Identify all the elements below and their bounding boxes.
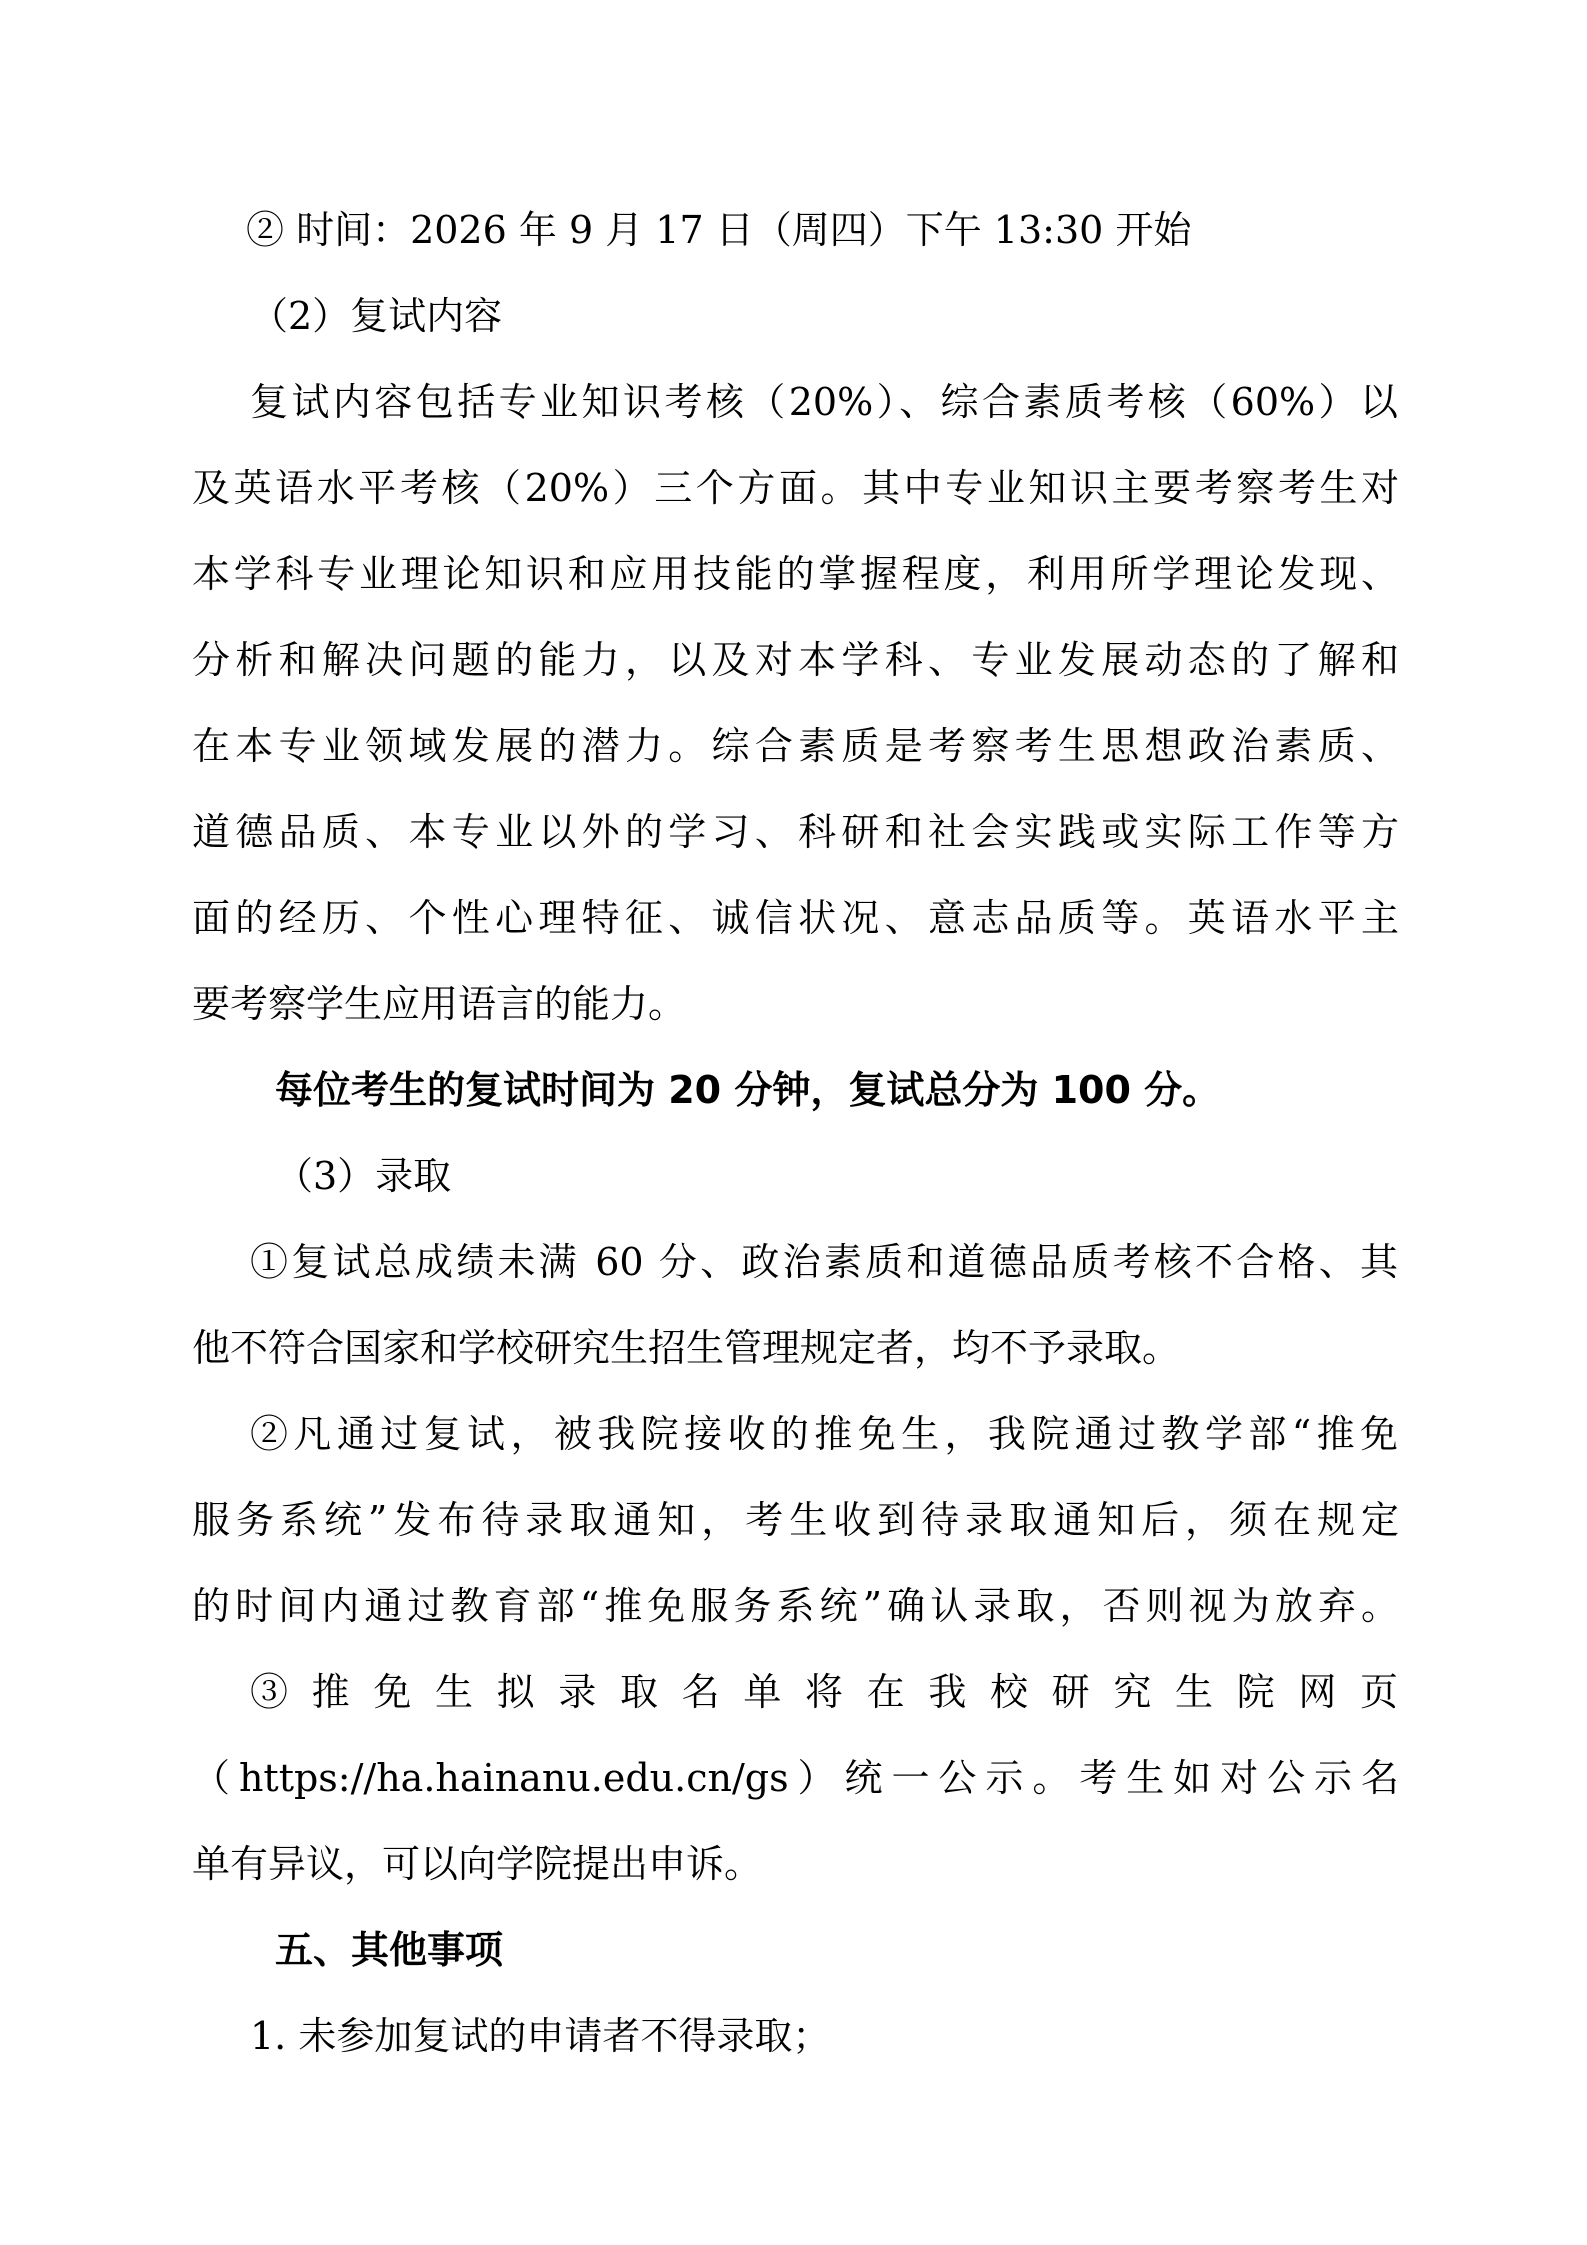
paragraph-line: 的时间内通过教育部“推免服务系统”确认录取，否则视为放弃。 bbox=[192, 1584, 1399, 1628]
bold-notice: 每位考生的复试时间为 20 分钟，复试总分为 100 分。 bbox=[275, 1068, 1221, 1112]
paragraph-line: 分析和解决问题的能力，以及对本学科、专业发展动态的了解和 bbox=[192, 638, 1399, 682]
paragraph-line: ② 时间：2026 年 9 月 17 日（周四）下午 13:30 开始 bbox=[246, 208, 1192, 252]
section-heading: （2）复试内容 bbox=[250, 294, 503, 338]
paragraph-line: 及英语水平考核（20%）三个方面。其中专业知识主要考察考生对 bbox=[192, 466, 1399, 510]
paragraph-line: 面的经历、个性心理特征、诚信状况、意志品质等。英语水平主 bbox=[192, 896, 1399, 940]
paragraph-line: ①复试总成绩未满 60 分、政治素质和道德品质考核不合格、其 bbox=[250, 1240, 1398, 1284]
paragraph-line: 要考察学生应用语言的能力。 bbox=[192, 982, 687, 1026]
paragraph-line: （https://ha.hainanu.edu.cn/gs）统一公示。考生如对公示名 bbox=[192, 1756, 1399, 1800]
paragraph-line: 在本专业领域发展的潜力。综合素质是考察考生思想政治素质、 bbox=[192, 724, 1399, 768]
list-item: 1. 未参加复试的申请者不得录取； bbox=[250, 2014, 831, 2058]
section-heading: （3）录取 bbox=[275, 1154, 452, 1198]
paragraph-line: 单有异议，可以向学院提出申诉。 bbox=[192, 1842, 763, 1886]
paragraph-line: 复试内容包括专业知识考核（20%）、综合素质考核（60%）以 bbox=[250, 380, 1398, 424]
paragraph-line: ③ 推 免 生 拟 录 取 名 单 将 在 我 校 研 究 生 院 网 页 bbox=[250, 1670, 1398, 1714]
paragraph-line: 道德品质、本专业以外的学习、科研和社会实践或实际工作等方 bbox=[192, 810, 1399, 854]
paragraph-line: 他不符合国家和学校研究生招生管理规定者，均不予录取。 bbox=[192, 1326, 1181, 1370]
paragraph-line: 服务系统”发布待录取通知，考生收到待录取通知后，须在规定 bbox=[192, 1498, 1399, 1542]
section-heading: 五、其他事项 bbox=[275, 1928, 504, 1972]
paragraph-line: 本学科专业理论知识和应用技能的掌握程度，利用所学理论发现、 bbox=[192, 552, 1399, 596]
paragraph-line: ②凡通过复试，被我院接收的推免生，我院通过教学部“推免 bbox=[250, 1412, 1398, 1456]
